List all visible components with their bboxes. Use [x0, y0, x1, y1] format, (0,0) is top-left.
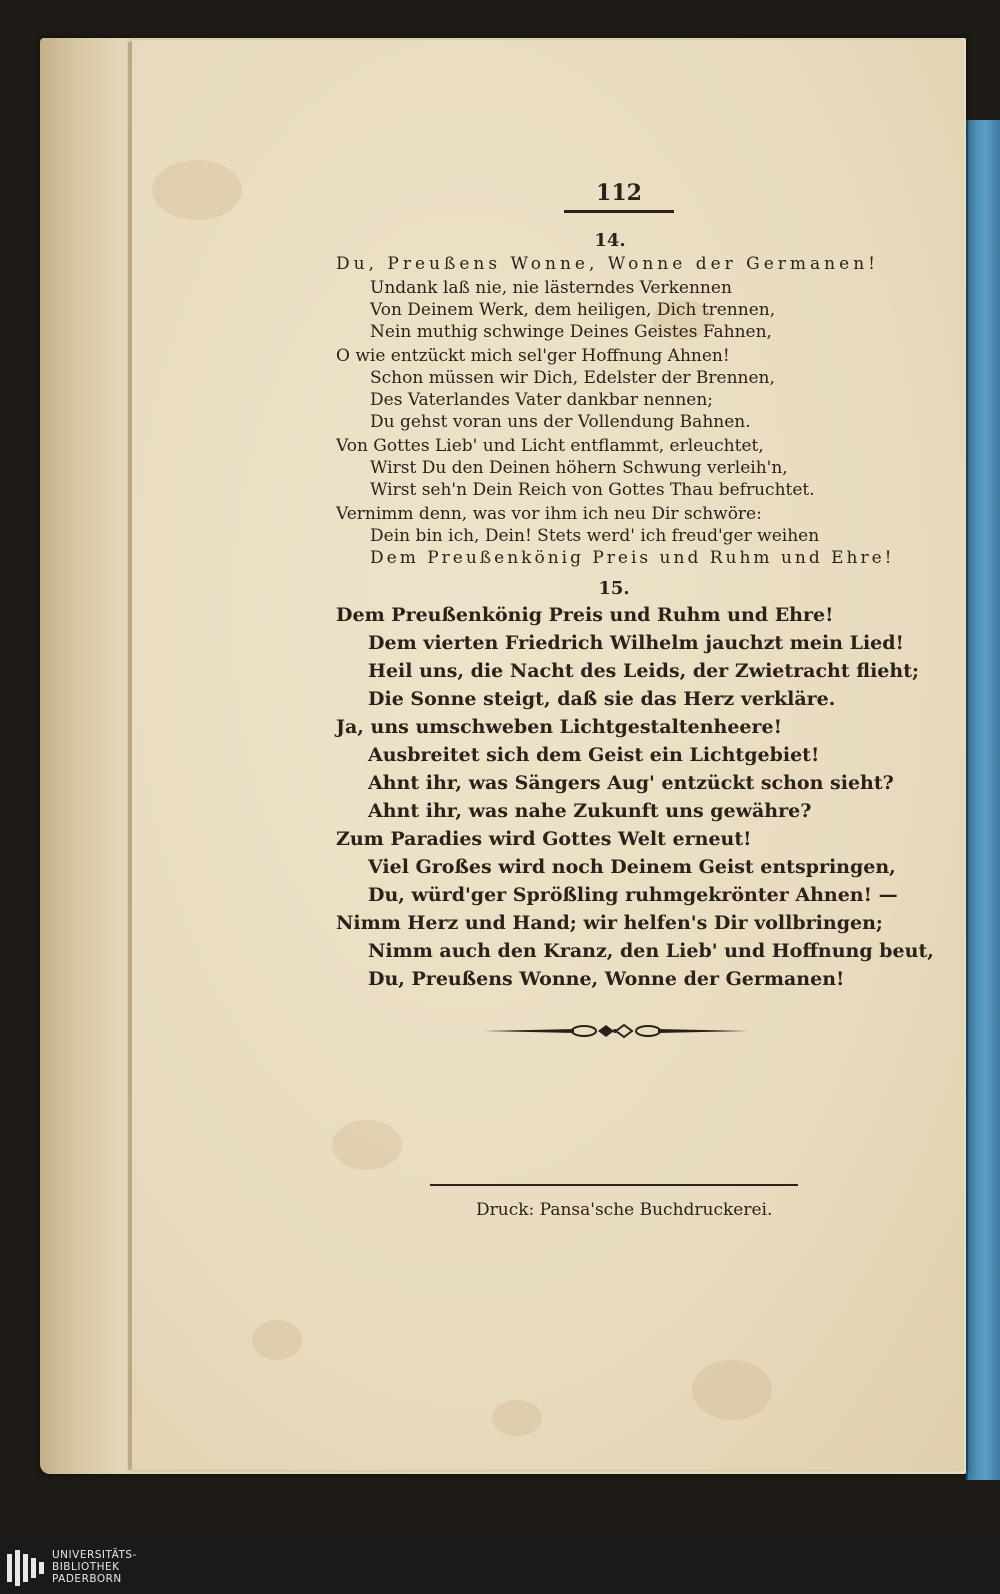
poem-line: Nimm Herz und Hand; wir helfen's Dir vollbringen;	[336, 912, 883, 934]
poem-line: Ausbreitet sich dem Geist ein Lichtgebiet!	[368, 744, 820, 766]
footer-rule	[430, 1184, 798, 1186]
poem-line: Ahnt ihr, was nahe Zukunft uns gewähre?	[368, 800, 812, 822]
logo-line: BIBLIOTHEK	[52, 1561, 120, 1573]
poem-line: Von Deinem Werk, dem heiligen, Dich trennen,	[370, 300, 776, 320]
poem-line: Du, Preußens Wonne, Wonne der Germanen!	[336, 254, 879, 274]
poem-line: Du, Preußens Wonne, Wonne der Germanen!	[368, 968, 845, 990]
poem-line: Nein muthig schwinge Deines Geistes Fahnen,	[370, 322, 772, 342]
poem-line: Dem Preußenkönig Preis und Ruhm und Ehre!	[370, 548, 895, 568]
section-number-14: 14.	[594, 230, 626, 251]
poem-line: Wirst Du den Deinen höhern Schwung verleih'n,	[370, 458, 788, 478]
poem-line: Von Gottes Lieb' und Licht entflammt, erleuchtet,	[336, 436, 764, 456]
poem-line: Schon müssen wir Dich, Edelster der Brennen,	[370, 368, 775, 388]
page-number: 112	[596, 180, 642, 206]
poem-line: Vernimm denn, was vor ihm ich neu Dir schwöre:	[336, 504, 762, 524]
library-footer	[0, 1540, 1000, 1594]
poem-line: Dein bin ich, Dein! Stets werd' ich freud'ger weihen	[370, 526, 820, 546]
poem-line: Heil uns, die Nacht des Leids, der Zwietracht flieht;	[368, 660, 919, 682]
library-logo-text	[52, 1549, 137, 1585]
poem-line: Viel Großes wird noch Deinem Geist entspringen,	[368, 856, 896, 878]
poem-line: Du, würd'ger Sprößling ruhmgekrönter Ahnen! —	[368, 884, 898, 906]
ornament-divider-icon	[484, 1016, 748, 1046]
poem-line: Wirst seh'n Dein Reich von Gottes Thau befruchtet.	[370, 480, 815, 500]
poem-line: Ja, uns umschweben Lichtgestaltenheere!	[336, 716, 782, 738]
poem-line: Dem Preußenkönig Preis und Ruhm und Ehre!	[336, 604, 834, 626]
paper-stain	[252, 1320, 302, 1360]
page-number-rule	[564, 210, 674, 213]
logo-line: PADERBORN	[52, 1573, 122, 1585]
poem-line: Nimm auch den Kranz, den Lieb' und Hoffnung beut,	[368, 940, 934, 962]
section-number-15: 15.	[598, 578, 630, 599]
poem-line: Ahnt ihr, was Sängers Aug' entzückt schon sieht?	[368, 772, 894, 794]
poem-line: Zum Paradies wird Gottes Welt erneut!	[336, 828, 752, 850]
poem-line: Du gehst voran uns der Vollendung Bahnen.	[370, 412, 751, 432]
paper-stain	[332, 1120, 402, 1170]
poem-line: Des Vaterlandes Vater dankbar nennen;	[370, 390, 714, 410]
poem-line: Die Sonne steigt, daß sie das Herz verkläre.	[368, 688, 836, 710]
paper-stain	[152, 160, 242, 220]
poem-line: Dem vierten Friedrich Wilhelm jauchzt mein Lied!	[368, 632, 904, 654]
paper-stain	[492, 1400, 542, 1436]
poem-line: O wie entzückt mich sel'ger Hoffnung Ahnen!	[336, 346, 730, 366]
paper-stain	[692, 1360, 772, 1420]
poem-line: Undank laß nie, nie lästerndes Verkennen	[370, 278, 732, 298]
printer-imprint: Druck: Pansa'sche Buchdruckerei.	[476, 1200, 773, 1220]
library-logo-icon	[6, 1548, 46, 1588]
book-cover-edge	[966, 120, 1000, 1480]
logo-line: UNIVERSITÄTS-	[52, 1549, 137, 1561]
